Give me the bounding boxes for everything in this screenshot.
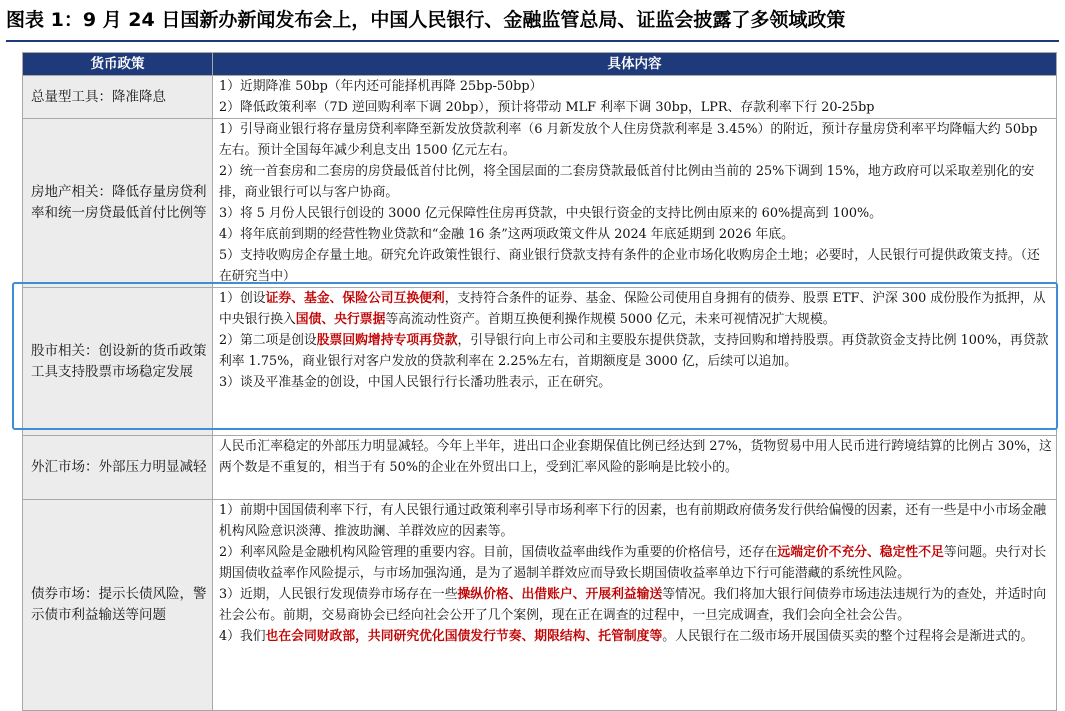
content-paragraph bbox=[219, 76, 1052, 97]
emphasis-text: 远端定价不充分、稳定性不足 bbox=[777, 545, 944, 560]
content-text: 等高流动性资产。首期互换便利操作规模 5000 亿元，未来可视情况扩大规模。 bbox=[385, 312, 836, 327]
content-text: 3）将 5 月份人民银行创设的 3000 亿元保障性住房再贷款，中央银行资金的支持比例由原来的 60%提高到 100%。 bbox=[219, 206, 882, 221]
table-row bbox=[23, 288, 1057, 436]
content-paragraph bbox=[219, 436, 1052, 478]
policy-table bbox=[22, 52, 1057, 711]
content-text: 人民币汇率稳定的外部压力明显减轻。今年上半年，进出口企业套期保值比例已经达到 27%，货物贸易中用人民币进行跨境结算的比例占 30%，这两个数是不重复的，相当于有 50%的企业在外贸出口上，受到汇率风险的影响是比较小的。 bbox=[219, 439, 1052, 475]
content-text: 。人民银行在二级市场开展国债买卖的整个过程将会是渐进式的。 bbox=[662, 629, 1034, 644]
content-paragraph bbox=[219, 245, 1052, 287]
content-text: 1）近期降准 50bp（年内还可能择机再降 25bp-50bp） bbox=[219, 79, 543, 94]
title-rule bbox=[6, 40, 1059, 42]
content-paragraph bbox=[219, 161, 1052, 203]
content-text: 1）创设 bbox=[219, 291, 266, 306]
content-text: ，支持符合条件的证券、基金、保险公司使用自身拥有的债券、股票 ETF、沪深 300 成份股作为抵押，从中央银行换入 bbox=[219, 291, 1046, 327]
emphasis-text: 证券、基金、保险公司互换便利 bbox=[265, 291, 445, 306]
content-paragraph bbox=[219, 626, 1052, 647]
row-label: 总量型工具：降准降息 bbox=[23, 76, 213, 119]
emphasis-text: 操纵价格、出借账户、开展利益输送 bbox=[457, 587, 663, 602]
row-label: 外汇市场：外部压力明显减轻 bbox=[23, 436, 213, 500]
content-text: 2）统一首套房和二套房的房贷最低首付比例，将全国层面的二套房贷款最低首付比例由当前的 25%下调到 15%，地方政府可以采取差别化的安排，商业银行可以与客户协商。 bbox=[219, 164, 1035, 200]
content-text: 1）引导商业银行将存量房贷利率降至新发放贷款利率（6 月新发放个人住房贷款利率是 3.45%）的附近，预计存量房贷利率平均降幅大约 50bp 左右。预计全国每年减少利息支出 1500 亿元左右。 bbox=[219, 122, 1038, 158]
content-text: 4）我们 bbox=[219, 629, 266, 644]
table-row bbox=[23, 500, 1057, 711]
content-paragraph bbox=[219, 330, 1052, 372]
content-paragraph bbox=[219, 203, 1052, 224]
content-text: 4）将年底前到期的经营性物业贷款和“金融 16 条”这两项政策文件从 2024 年底延期到 2026 年底。 bbox=[219, 227, 794, 242]
content-text: 3）近期，人民银行发现债券市场存在一些 bbox=[219, 587, 458, 602]
content-text: 等情况。我们将加大银行间债券市场违法违规行为的查处，并适时向社会公布。前期，交易商协会已经向社会公开了几个案例，现在正在调查的过程中，一旦完成调查，我们会向全社会公告。 bbox=[219, 587, 1047, 623]
page-title: 图表 1：9 月 24 日国新办新闻发布会上，中国人民银行、金融监管总局、证监会披露了多领域政策 bbox=[6, 9, 846, 31]
content-text: 2）降低政策利率（7D 逆回购利率下调 20bp），预计将带动 MLF 利率下调 30bp，LPR、存款利率下行 20-25bp bbox=[219, 100, 875, 115]
row-content bbox=[213, 436, 1057, 500]
table-header-row bbox=[23, 53, 1057, 76]
content-text: ，引导银行向上市公司和主要股东提供贷款，支持回购和增持股票。再贷款资金支持比例 100%，再贷款利率 1.75%，商业银行对客户发放的贷款利率在 2.25%左右，首期额度是 3000 亿，后续可以追加。 bbox=[219, 333, 1049, 369]
content-paragraph bbox=[219, 97, 1052, 118]
table-row bbox=[23, 76, 1057, 119]
content-paragraph bbox=[219, 542, 1052, 584]
content-paragraph bbox=[219, 288, 1052, 330]
content-paragraph bbox=[219, 584, 1052, 626]
content-text: 等问题。央行对长期国债收益率作风险提示，与市场加强沟通，是为了遏制羊群效应而导致长期国债收益率单边下行可能潜藏的系统性风险。 bbox=[219, 545, 1047, 581]
row-content bbox=[213, 288, 1057, 436]
emphasis-text: 股票回购增持专项再贷款 bbox=[316, 333, 458, 348]
content-paragraph bbox=[219, 224, 1052, 245]
row-content bbox=[213, 119, 1057, 288]
header-details: 具体内容 bbox=[213, 53, 1057, 76]
content-text: 2）第二项是创设 bbox=[219, 333, 317, 348]
table-row bbox=[23, 119, 1057, 288]
header-monetary-policy: 货币政策 bbox=[23, 53, 213, 76]
row-label: 房地产相关：降低存量房贷利率和统一房贷最低首付比例等 bbox=[23, 119, 213, 288]
content-text: 3）谈及平准基金的创设，中国人民银行行长潘功胜表示，正在研究。 bbox=[219, 375, 612, 390]
content-paragraph bbox=[219, 372, 1052, 393]
row-label: 债券市场：提示长债风险，警示债市利益输送等问题 bbox=[23, 500, 213, 711]
content-text: 2）利率风险是金融机构风险管理的重要内容。目前，国债收益率曲线作为重要的价格信号，还存在 bbox=[219, 545, 778, 560]
row-content bbox=[213, 76, 1057, 119]
row-content bbox=[213, 500, 1057, 711]
emphasis-text: 国债、央行票据 bbox=[295, 312, 386, 327]
content-paragraph bbox=[219, 500, 1052, 542]
content-text: 1）前期中国国债利率下行，有人民银行通过政策利率引导市场利率下行的因素，也有前期政府债务发行供给偏慢的因素，还有一些是中小市场金融机构风险意识淡薄、推波助澜、羊群效应的因素等。 bbox=[219, 503, 1047, 539]
emphasis-text: 也在会同财政部，共同研究优化国债发行节奏、期限结构、托管制度等 bbox=[265, 629, 663, 644]
content-text: 5）支持收购房企存量土地。研究允许政策性银行、商业银行贷款支持有条件的企业市场化收购房企土地；必要时，人民银行可提供政策支持。（还在研究当中） bbox=[219, 248, 1040, 284]
content-paragraph bbox=[219, 119, 1052, 161]
row-label: 股市相关：创设新的货币政策工具支持股票市场稳定发展 bbox=[23, 288, 213, 436]
table-row bbox=[23, 436, 1057, 500]
